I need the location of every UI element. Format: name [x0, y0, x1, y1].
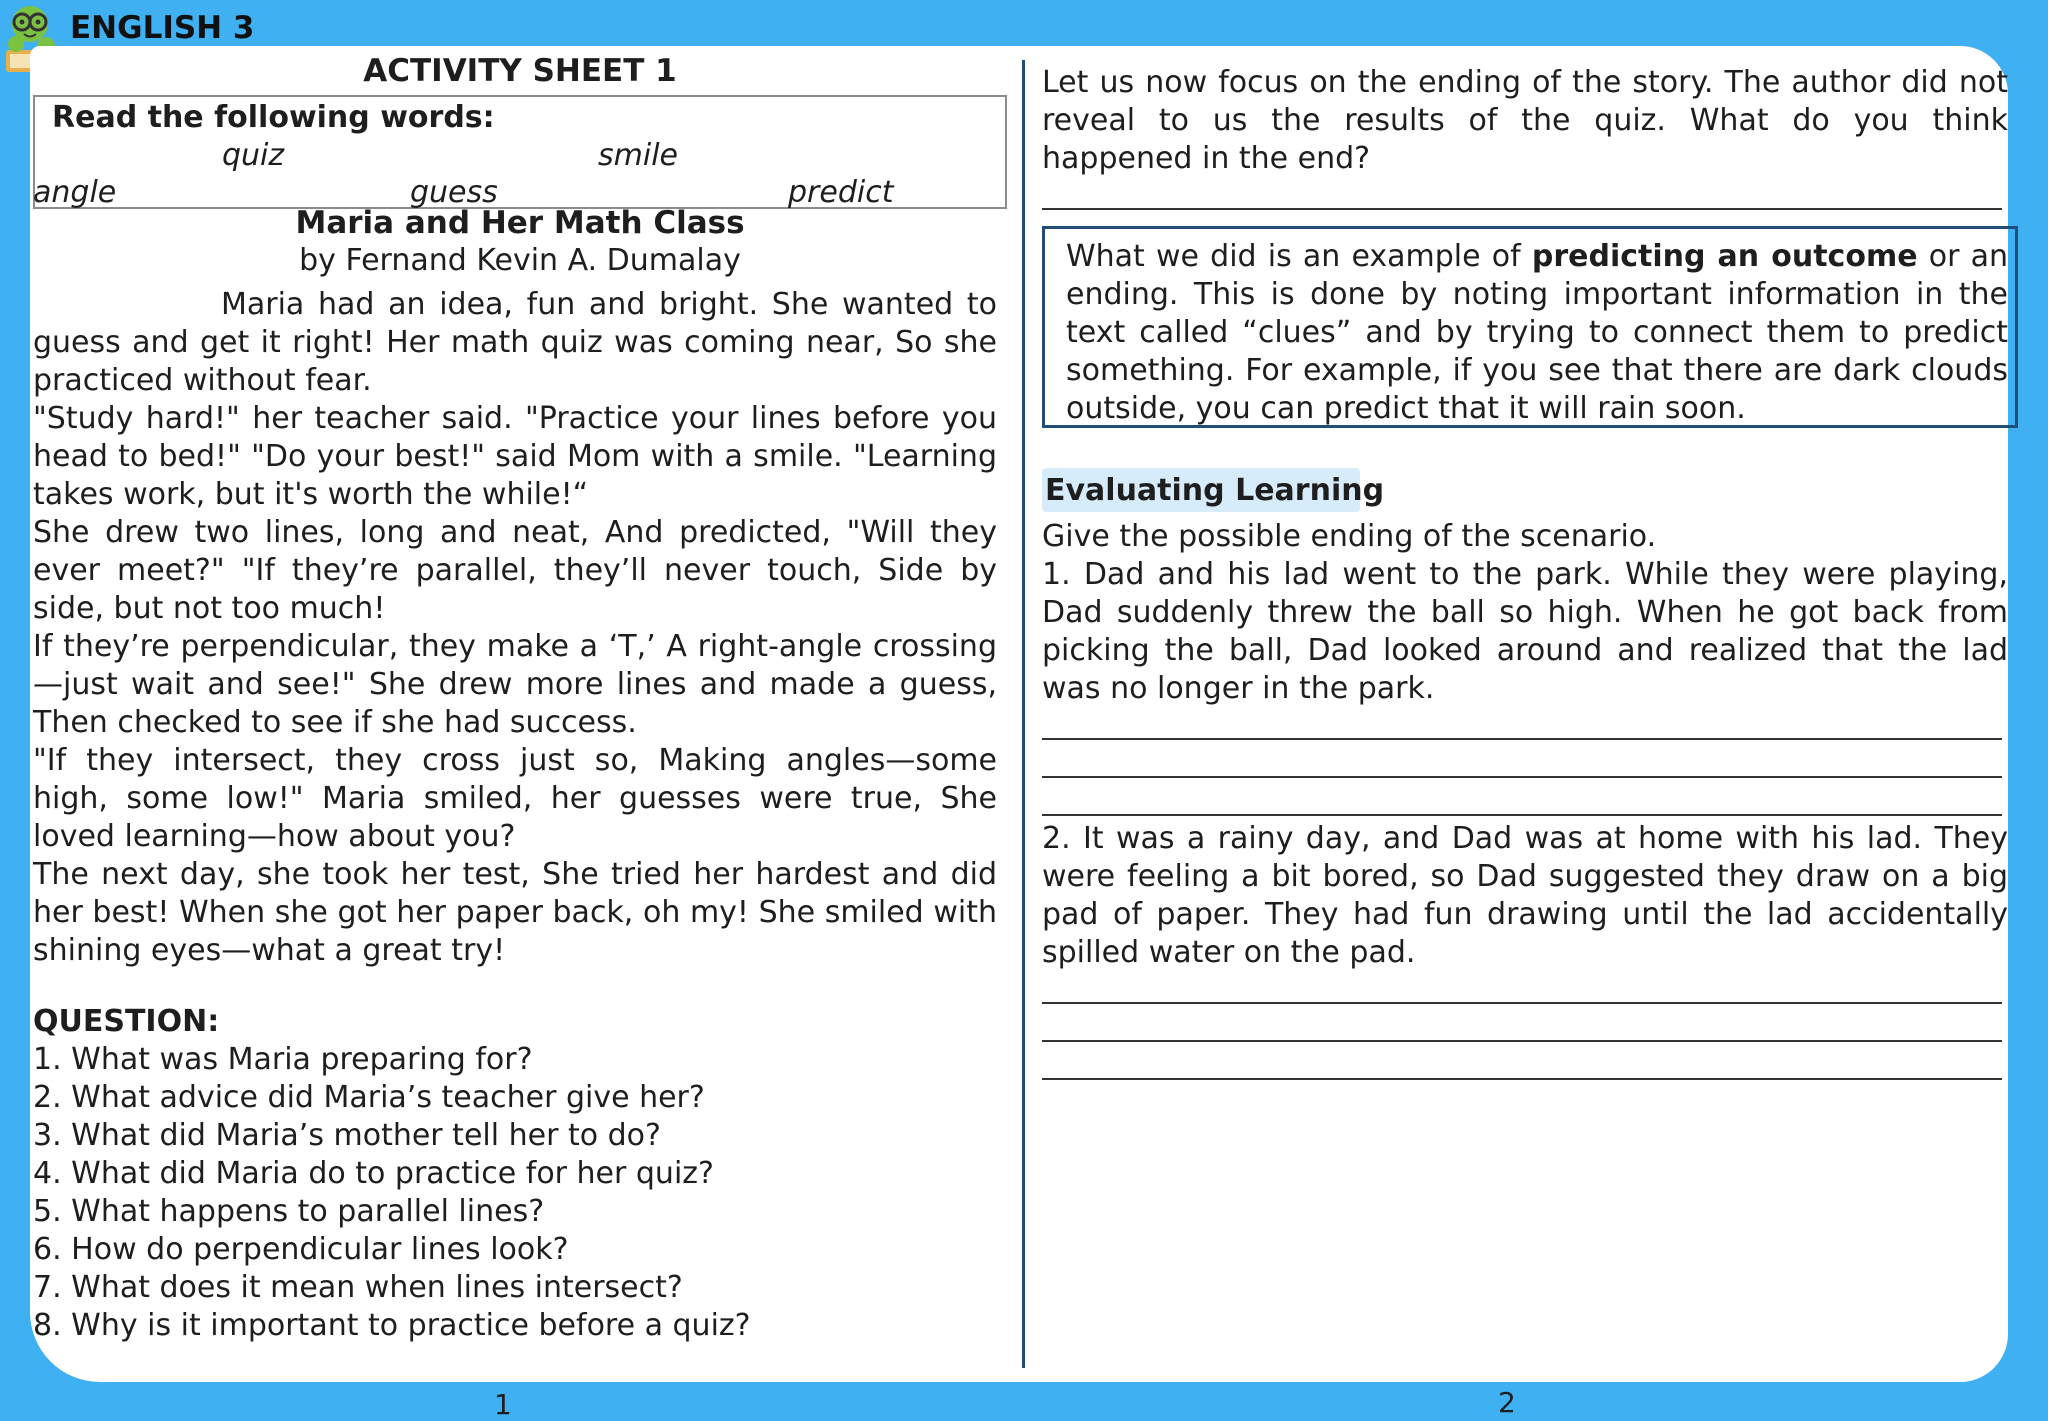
question-item: 2. What advice did Maria’s teacher give her?: [33, 1080, 705, 1115]
answer-line: [1042, 776, 2002, 778]
question-item: 4. What did Maria do to practice for her quiz?: [33, 1156, 714, 1191]
question-item: 8. Why is it important to practice before a quiz?: [33, 1308, 751, 1343]
column-divider: [1022, 60, 1025, 1368]
answer-line: [1042, 1078, 2002, 1080]
prediction-intro: Let us now focus on the ending of the story. The author did not reveal to us the results of the quiz. What do you think happened in the end?: [1042, 65, 2008, 176]
answer-line: [1042, 738, 2002, 740]
story-paragraph: If they’re perpendicular, they make a ‘T,’ A right-angle crossing —just wait and see!" She drew more lines and made a guess, Then checked to see if she had success.: [33, 629, 997, 740]
eval-instruction: Give the possible ending of the scenario.: [1042, 519, 1657, 554]
question-item: 7. What does it mean when lines intersect?: [33, 1270, 683, 1305]
concept-key-term: predicting an outcome: [1531, 239, 1918, 274]
answer-line: [1042, 1002, 2002, 1004]
question-item: 1. What was Maria preparing for?: [33, 1042, 533, 1077]
vocab-word: smile: [598, 138, 678, 173]
scenario-2: 2. It was a rainy day, and Dad was at home with his lad. They were feeling a bit bored, so Dad suggested they draw on a big pad of paper. They had fun drawing until the lad accidentally spilled water on the pad.: [1042, 821, 2008, 970]
story-author: by Fernand Kevin A. Dumalay: [299, 243, 741, 278]
page-number-right: 2: [1498, 1386, 1516, 1419]
answer-line: [1042, 814, 2002, 816]
scenario-1: 1. Dad and his lad went to the park. While they were playing, Dad suddenly threw the ball so high. When he got back from picking the ball, Dad looked around and realized that the lad was no longer in the park.: [1042, 557, 2008, 706]
story-paragraph: She drew two lines, long and neat, And predicted, "Will they ever meet?" "If they’re parallel, they’ll never touch, Side by side, but not too much!: [33, 515, 997, 626]
concept-text-start: What we did is an example of: [1066, 239, 1532, 274]
page-number-left: 1: [494, 1388, 512, 1421]
question-item: 3. What did Maria’s mother tell her to do?: [33, 1118, 661, 1153]
answer-line: [1042, 208, 2002, 210]
concept-text-end: or an ending. This is done by noting important information in the text called “clues” and by trying to connect them to predict something. For example, if you see that there are dark clouds outside, you can predict that it will rain soon.: [1066, 239, 2008, 426]
vocab-word: guess: [410, 175, 498, 210]
vocab-word: angle: [33, 175, 117, 210]
story-title: Maria and Her Math Class: [295, 205, 745, 241]
activity-title: ACTIVITY SHEET 1: [363, 53, 677, 89]
story-paragraph: The next day, she took her test, She tried her hardest and did her best! When she got her paper back, oh my! She smiled with shining eyes—what a great try!: [33, 857, 997, 968]
vocab-word: quiz: [222, 138, 285, 173]
story-paragraph: Maria had an idea, fun and bright. She wanted to guess and get it right! Her math quiz was coming near, So she practiced without fear.: [33, 287, 997, 398]
story-paragraph: "Study hard!" her teacher said. "Practice your lines before you head to bed!" "Do your best!" said Mom with a smile. "Learning takes work, but it's worth the while!“: [33, 401, 997, 512]
story-paragraph: "If they intersect, they cross just so, Making angles—some high, some low!" Maria smiled, her guesses were true, She loved learning—how about you?: [33, 743, 997, 854]
question-item: 6. How do perpendicular lines look?: [33, 1232, 569, 1267]
concept-text: [1066, 238, 2008, 428]
eval-heading: Evaluating Learning: [1045, 473, 1385, 508]
vocab-word: predict: [788, 175, 894, 210]
words-heading: Read the following words:: [52, 100, 495, 135]
subject-title: ENGLISH 3: [70, 10, 255, 46]
question-heading: QUESTION:: [33, 1004, 220, 1039]
answer-line: [1042, 1040, 2002, 1042]
question-item: 5. What happens to parallel lines?: [33, 1194, 545, 1229]
